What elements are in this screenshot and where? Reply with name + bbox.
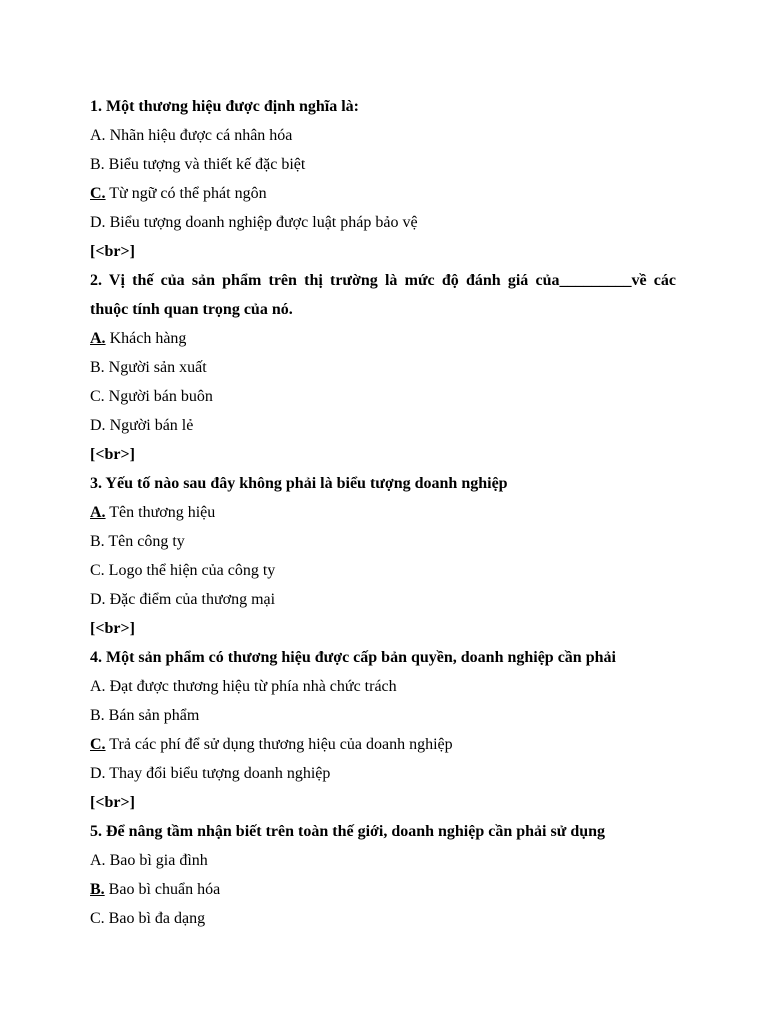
- option-text: Tên công ty: [104, 533, 185, 550]
- option-letter: B.: [90, 359, 105, 376]
- option-1a: [90, 121, 676, 150]
- option-text: Biểu tượng và thiết kế đặc biệt: [104, 156, 306, 173]
- option-2b: [90, 353, 676, 382]
- correct-option-letter: A.: [90, 504, 106, 521]
- separator: [<br>]: [90, 446, 135, 463]
- option-text: Biểu tượng doanh nghiệp được luật pháp bảo vệ: [105, 214, 418, 231]
- option-letter: A.: [90, 127, 106, 144]
- question-1: 1. Một thương hiệu được định nghĩa là:: [90, 98, 359, 115]
- option-1d: [90, 208, 676, 237]
- option-text: Bao bì gia đình: [105, 852, 208, 869]
- option-3a: [90, 498, 676, 527]
- option-letter: D.: [90, 214, 106, 231]
- question-5: 5. Để nâng tầm nhận biết trên toàn thế giới, doanh nghiệp cần phải sử dụng: [90, 823, 606, 840]
- option-3b: [90, 527, 676, 556]
- option-text: Người bán buôn: [104, 388, 213, 405]
- option-4b: [90, 701, 676, 730]
- option-letter: B.: [90, 707, 105, 724]
- correct-option-letter: A.: [90, 330, 106, 347]
- option-3c: [90, 556, 676, 585]
- separator: [<br>]: [90, 243, 135, 260]
- correct-option-letter: B.: [90, 881, 105, 898]
- option-text: Bán sản phẩm: [104, 707, 200, 724]
- option-5a: [90, 846, 676, 875]
- option-letter: A.: [90, 852, 106, 869]
- option-text: Bao bì chuẩn hóa: [104, 881, 221, 898]
- option-letter: D.: [90, 591, 106, 608]
- option-3d: [90, 585, 676, 614]
- option-text: Đạt được thương hiệu từ phía nhà chức trách: [105, 678, 397, 695]
- option-4c: [90, 730, 676, 759]
- separator: [<br>]: [90, 620, 135, 637]
- option-text: Tên thương hiệu: [105, 504, 216, 521]
- option-4a: [90, 672, 676, 701]
- option-text: Bao bì đa dạng: [104, 910, 206, 927]
- option-text: Từ ngữ có thể phát ngôn: [105, 185, 267, 202]
- question-4: 4. Một sản phẩm có thương hiệu được cấp bản quyền, doanh nghiệp cần phải: [90, 649, 616, 666]
- option-text: Người bán lẻ: [105, 417, 194, 434]
- option-letter: C.: [90, 562, 105, 579]
- option-letter: A.: [90, 678, 106, 695]
- option-letter: D.: [90, 417, 106, 434]
- option-text: Trả các phí để sử dụng thương hiệu của doanh nghiệp: [105, 736, 453, 753]
- option-5c: [90, 904, 676, 933]
- separator: [<br>]: [90, 794, 135, 811]
- option-text: Nhãn hiệu được cá nhân hóa: [105, 127, 293, 144]
- option-text: Logo thể hiện của công ty: [104, 562, 276, 579]
- correct-option-letter: C.: [90, 736, 106, 753]
- option-letter: C.: [90, 910, 105, 927]
- option-5b: [90, 875, 676, 904]
- option-letter: C.: [90, 388, 105, 405]
- option-letter: D.: [90, 765, 106, 782]
- question-2-line-2: thuộc tính quan trọng của nó.: [90, 301, 293, 318]
- question-2: [90, 266, 676, 324]
- option-1b: [90, 150, 676, 179]
- question-3: 3. Yếu tố nào sau đây không phải là biểu tượng doanh nghiệp: [90, 475, 508, 492]
- option-text: Người sản xuất: [104, 359, 207, 376]
- question-2-line-1: 2. Vị thế của sản phẩm trên thị trường là mức độ đánh giá của_________về các: [90, 272, 676, 289]
- option-letter: B.: [90, 533, 105, 550]
- option-1c: [90, 179, 676, 208]
- option-2d: [90, 411, 676, 440]
- option-4d: [90, 759, 676, 788]
- option-letter: B.: [90, 156, 105, 173]
- option-text: Khách hàng: [105, 330, 187, 347]
- option-text: Đặc điểm của thương mại: [105, 591, 276, 608]
- option-text: Thay đổi biểu tượng doanh nghiệp: [105, 765, 331, 782]
- option-2a: [90, 324, 676, 353]
- option-2c: [90, 382, 676, 411]
- correct-option-letter: C.: [90, 185, 106, 202]
